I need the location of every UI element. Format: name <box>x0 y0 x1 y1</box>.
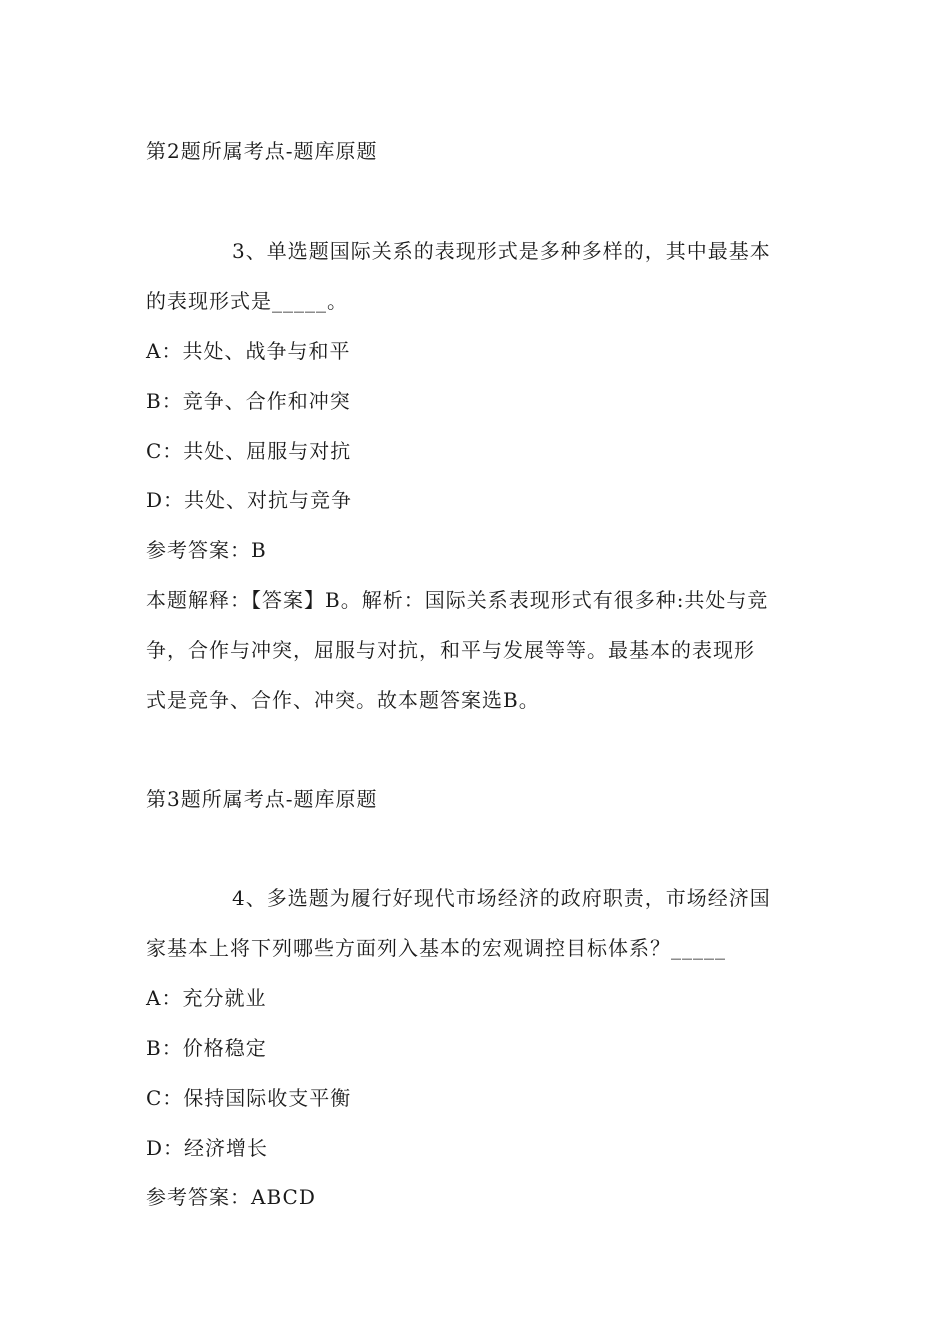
question-4-option-d: D：经济增长 <box>146 1136 269 1160</box>
question-4-stem-line-1: 4、多选题为履行好现代市场经济的政府职责，市场经济国 <box>232 886 771 910</box>
question-4-option-b: B：价格稳定 <box>146 1036 267 1060</box>
question-3-option-b: B：竞争、合作和冲突 <box>146 389 351 413</box>
question-3-explanation-line-1: 本题解释：【答案】B。解析：国际关系表现形式有很多种:共处与竞 <box>146 588 769 612</box>
question-3-stem-line-2: 的表现形式是_____。 <box>146 289 348 313</box>
question-4-option-a: A：充分就业 <box>146 986 267 1010</box>
question-3-stem-line-1: 3、单选题国际关系的表现形式是多种多样的，其中最基本 <box>232 239 771 263</box>
question-3-explanation-line-2: 争，合作与冲突，屈服与对抗，和平与发展等等。最基本的表现形 <box>146 638 755 662</box>
question-3-explanation-line-3: 式是竞争、合作、冲突。故本题答案选B。 <box>146 688 540 712</box>
question-4-option-c: C：保持国际收支平衡 <box>146 1086 352 1110</box>
section-3-source-label: 第3题所属考点-题库原题 <box>146 787 378 811</box>
question-3-answer: 参考答案：B <box>146 538 267 562</box>
question-4-stem-line-2: 家基本上将下列哪些方面列入基本的宏观调控目标体系？_____ <box>146 936 726 960</box>
question-3-option-a: A：共处、战争与和平 <box>146 339 351 363</box>
question-3-option-c: C：共处、屈服与对抗 <box>146 439 352 463</box>
section-2-source-label: 第2题所属考点-题库原题 <box>146 139 378 163</box>
question-4-answer: 参考答案：ABCD <box>146 1185 316 1209</box>
question-3-option-d: D：共处、对抗与竞争 <box>146 488 353 512</box>
